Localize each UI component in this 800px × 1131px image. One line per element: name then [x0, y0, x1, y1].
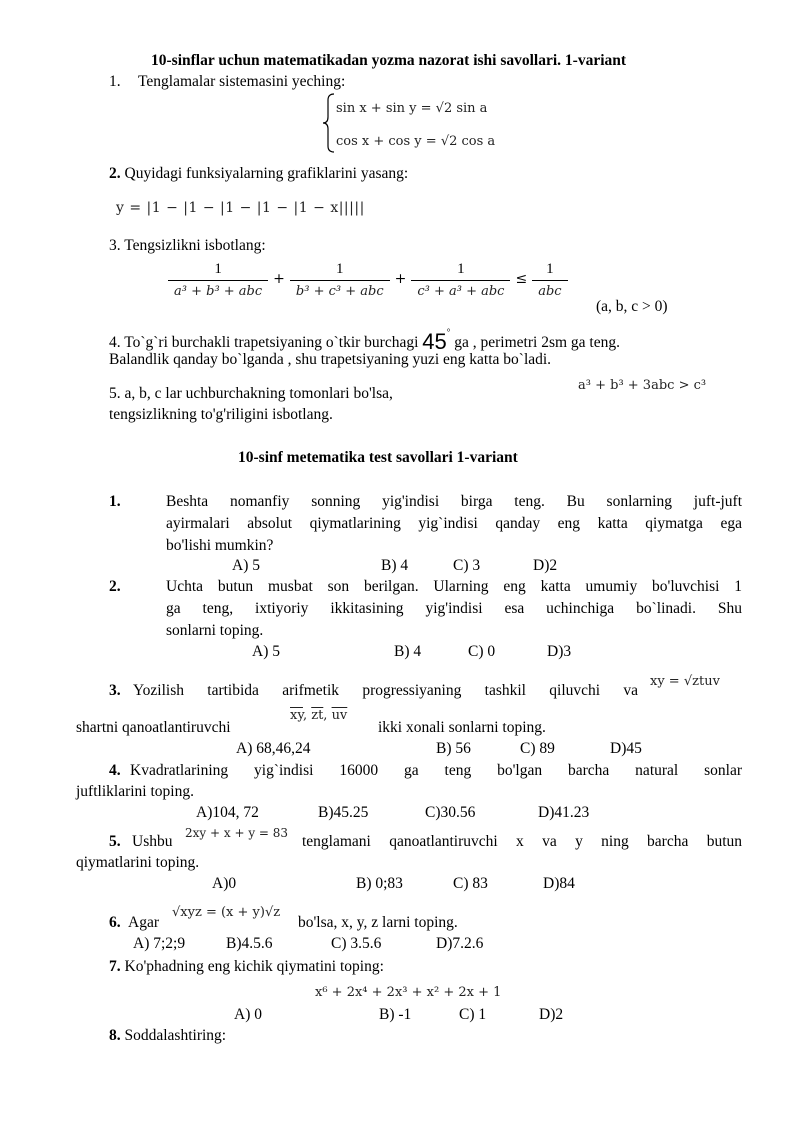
- s2-q3-line1: Yozilish tartibida arifmetik progressiyaning tashkil qiluvchi va: [133, 682, 638, 699]
- s2-q8-text: Soddalashtiring:: [120, 1027, 227, 1044]
- s2-q1-option-b: B) 4: [381, 557, 409, 574]
- s2-q1-line3: bo'lishi mumkin?: [166, 537, 274, 554]
- var-zt: $\overline{zt}$: [311, 708, 324, 723]
- s2-q3-option-a: A) 68,46,24: [236, 740, 311, 757]
- s2-q7-text: Ko'phadning eng kichik qiymatini toping:: [120, 958, 384, 975]
- s2-q7-option-c: C) 1: [459, 1006, 487, 1023]
- s2-q6-option-a: A) 7;2;9: [133, 935, 186, 952]
- degree-sign: °: [446, 327, 451, 337]
- s2-q1-line2: ayirmalari absolut qiymatlarining yig`indisi qanday eng katta qiymatga ega: [166, 515, 742, 532]
- s1-q1-equation-1: sin x + sin y = √2 sin a: [336, 101, 488, 116]
- fraction-2: $\frac{1}{\text{b³ + c³ + abc}}$: [290, 258, 390, 301]
- s2-q4-number: 4.: [109, 762, 121, 779]
- s2-q2-option-d: D)3: [547, 643, 572, 660]
- s2-q3-line2-end: ikki xonali sonlarni toping.: [378, 719, 546, 736]
- s2-q3-formula: xy = √ztuv: [650, 674, 720, 689]
- s2-q1-number: 1.: [109, 493, 121, 510]
- system-brace-icon: [322, 92, 336, 154]
- s2-q7-formula: x⁶ + 2x⁴ + 2x³ + x² + 2x + 1: [315, 985, 502, 1000]
- s2-q5-option-c: C) 83: [453, 875, 488, 892]
- s2-q3-option-b: B) 56: [436, 740, 471, 757]
- s2-q3-number: 3.: [109, 682, 121, 699]
- s2-q1-line1: Beshta nomanfiy sonning yig'indisi birga teng. Bu sonlarning juft-juft: [166, 493, 742, 510]
- s2-q6-option-d: D)7.2.6: [436, 935, 484, 952]
- s1-q4-line1: 4. To`g`ri burchakli trapetsiyaning o`tkir burchagi 45° ga , perimetri 2sm ga teng.: [109, 327, 620, 355]
- s2-q7-option-a: A) 0: [234, 1006, 262, 1023]
- s2-q5-line2: qiymatlarini toping.: [76, 854, 200, 871]
- s2-q6-option-b: B)4.5.6: [226, 935, 273, 952]
- s2-q7-option-d: D)2: [539, 1006, 564, 1023]
- s1-q2-number: 2.: [109, 165, 121, 182]
- fraction-3: $\frac{1}{\text{c³ + a³ + abc}}$: [411, 258, 510, 301]
- s2-q3-line2-start: shartni qanoatlantiruvchi: [76, 719, 231, 736]
- s1-q5-line1: 5. a, b, c lar uchburchakning tomonlari bo'lsa,: [109, 385, 393, 402]
- leq-sign: ≤: [515, 271, 528, 287]
- var-uv: $\overline{uv}$: [331, 708, 348, 723]
- s2-q4-option-c: C)30.56: [425, 804, 476, 821]
- angle-value: 45: [422, 329, 447, 355]
- s1-q5-formula: a³ + b³ + 3abc > c³: [578, 378, 707, 393]
- s1-q3-inequality: [164, 258, 572, 301]
- s2-q2-line3: sonlarni toping.: [166, 622, 264, 639]
- s2-q1-option-c: C) 3: [453, 557, 481, 574]
- s2-q1-option-a: A) 5: [232, 557, 260, 574]
- s2-q5-formula: 2xy + x + y = 83: [185, 826, 289, 840]
- s2-q8-number: 8.: [109, 1027, 121, 1044]
- var-xy: $\overline{xy}$: [290, 708, 303, 723]
- s1-q1-number: 1.: [109, 73, 121, 90]
- section1-title: 10-sinflar uchun matematikadan yozma nazorat ishi savollari. 1-variant: [151, 52, 627, 69]
- s2-q5-number: 5.: [109, 833, 121, 850]
- s1-q2-text: Quyidagi funksiyalarning grafiklarini yasang:: [120, 165, 409, 182]
- s2-q2-option-c: C) 0: [468, 643, 496, 660]
- fraction-4: $\frac{1}{\text{abc}}$: [532, 258, 567, 301]
- fraction-3-denominator: c³ + a³ + abc: [411, 280, 510, 301]
- s2-q4-line2: juftliklarini toping.: [76, 783, 194, 800]
- s2-q2-line1: Uchta butun musbat son berilgan. Ularning eng katta umumiy bo'luvchisi 1: [166, 578, 742, 595]
- s2-q4-option-a: A)104, 72: [196, 804, 259, 821]
- fraction-1: $\frac{1}{\text{a³ + b³ + abc}}$: [168, 258, 268, 301]
- s2-q2-line2: ga teng, ixtiyoriy ikkitasining yig'indisi esa uchinchiga bo`linadi. Shu: [166, 600, 742, 617]
- fraction-2-denominator: b³ + c³ + abc: [290, 280, 390, 301]
- s2-q7-number: 7.: [109, 958, 121, 975]
- s2-q6-line1-end: bo'lsa, x, y, z larni toping.: [298, 914, 458, 931]
- s2-q3-option-d: D)45: [610, 740, 642, 757]
- s2-q5-option-b: B) 0;83: [356, 875, 403, 892]
- s2-q6-formula: √xyz = (x + y)√z: [172, 905, 281, 920]
- s2-q5-line1-start: Ushbu: [132, 833, 173, 850]
- s2-q5-option-d: D)84: [543, 875, 575, 892]
- fraction-1-denominator: a³ + b³ + abc: [168, 280, 268, 301]
- s2-q3-option-c: C) 89: [520, 740, 555, 757]
- s1-q2-formula: y = |1 − |1 − |1 − |1 − |1 − x|||||: [116, 200, 365, 216]
- s1-q1-equation-2: cos x + cos y = √2 cos a: [336, 134, 496, 149]
- s2-q2-option-b: B) 4: [394, 643, 422, 660]
- s2-q4-option-d: D)41.23: [538, 804, 590, 821]
- s2-q7-option-b: B) -1: [379, 1006, 412, 1023]
- s2-q2-option-a: A) 5: [252, 643, 280, 660]
- s2-q6-line1-start: Agar: [128, 914, 159, 931]
- s2-q2-number: 2.: [109, 578, 121, 595]
- s2-q6-number: 6.: [109, 914, 121, 931]
- s1-q3-condition: (a, b, c > 0): [596, 298, 668, 315]
- s1-q5-line2: tengsizlikning to'g'riligini isbotlang.: [109, 406, 333, 423]
- fraction-4-denominator: abc: [532, 280, 567, 301]
- plus-sign: +: [394, 271, 407, 287]
- s2-q5-option-a: A)0: [212, 875, 237, 892]
- s2-q1-option-d: D)2: [533, 557, 558, 574]
- s1-q4-line2: Balandlik qanday bo`lganda , shu trapetsiyaning yuzi eng katta bo`ladi.: [109, 351, 552, 368]
- s2-q4-option-b: B)45.25: [318, 804, 369, 821]
- s2-q5-line1-end: tenglamani qanoatlantiruvchi x va y ning barcha butun: [302, 833, 742, 850]
- s1-q3-text: Tengsizlikni isbotlang:: [120, 237, 266, 254]
- s1-q3-number: 3.: [109, 237, 121, 254]
- s2-q4-line1: Kvadratlarining yig`indisi 16000 ga teng bo'lgan barcha natural sonlar: [130, 762, 742, 779]
- plus-sign: +: [273, 271, 285, 287]
- s2-q3-vars: $\overline{xy}$, $\overline{zt}$, $\overline{uv}$: [290, 708, 348, 723]
- section2-title: 10-sinf metematika test savollari 1-variant: [238, 449, 518, 466]
- s2-q6-option-c: C) 3.5.6: [331, 935, 382, 952]
- s1-q1-text: Tenglamalar sistemasini yeching:: [138, 73, 346, 90]
